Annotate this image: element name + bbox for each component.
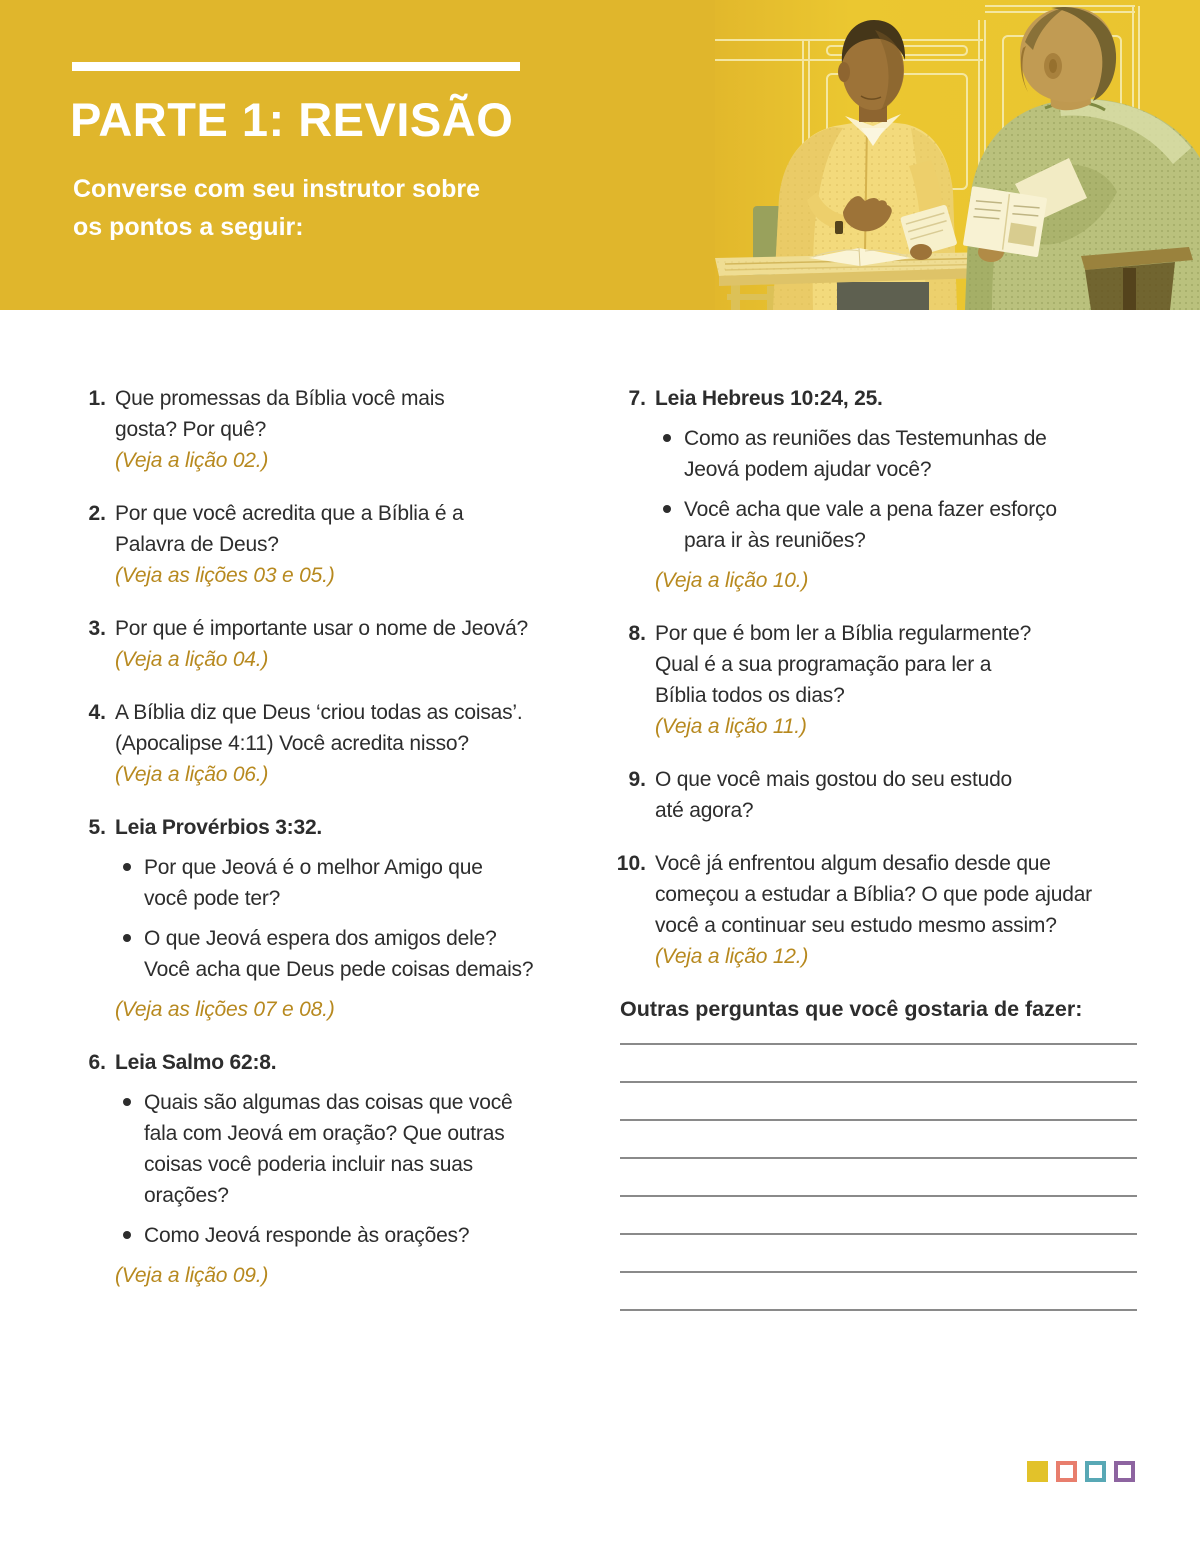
lesson-reference[interactable]: (Veja as lições 07 e 08.) [115, 998, 335, 1021]
bullet-text-line: coisas você poderia incluir nas suas [144, 1153, 473, 1176]
question-item-6 [72, 1047, 597, 1291]
bullet-text-line: O que Jeová espera dos amigos dele? [144, 927, 497, 950]
question-number: 10. [616, 852, 646, 875]
lesson-reference[interactable]: (Veja a lição 10.) [655, 569, 809, 592]
lesson-reference[interactable]: (Veja a lição 02.) [115, 449, 269, 472]
question-text-line: Qual é a sua programação para ler a [655, 653, 992, 676]
answer-line[interactable] [620, 1025, 1137, 1045]
question-text-line: Por que você acredita que a Bíblia é a [115, 502, 464, 525]
title-rule [72, 62, 520, 71]
questions-column-right [612, 383, 1142, 1311]
question-item-4 [72, 697, 597, 790]
subtitle-line-2: os pontos a seguir: [73, 213, 304, 241]
question-lead: Leia Hebreus 10:24, 25. [655, 387, 883, 410]
question-item-2 [72, 498, 597, 591]
question-text-line: O que você mais gostou do seu estudo [655, 768, 1013, 791]
question-item-1 [72, 383, 597, 476]
question-number: 1. [88, 387, 106, 410]
question-text-line: Por que é bom ler a Bíblia regularmente? [655, 622, 1032, 645]
question-number: 8. [628, 622, 646, 645]
bullet-item [115, 923, 533, 985]
bullet-item [115, 1087, 512, 1211]
bullet-text-line: orações? [144, 1184, 229, 1207]
header-band [0, 0, 1200, 310]
question-item-8 [612, 618, 1142, 742]
bullet-text-line: Como as reuniões das Testemunhas de [684, 427, 1047, 450]
bullet-text-line: Quais são algumas das coisas que você [144, 1091, 513, 1114]
bullet-text-line: Por que Jeová é o melhor Amigo que [144, 856, 483, 879]
jeans [837, 282, 929, 310]
other-questions-heading: Outras perguntas que você gostaria de fazer: [620, 997, 1083, 1021]
lesson-reference[interactable]: (Veja a lição 12.) [655, 945, 809, 968]
progress-square-2 [1056, 1461, 1077, 1482]
lesson-reference[interactable]: (Veja a lição 06.) [115, 763, 269, 786]
bullet-icon [123, 1098, 131, 1106]
bullet-item [115, 1220, 512, 1251]
bullet-text-line: para ir às reuniões? [684, 529, 866, 552]
question-number: 3. [88, 617, 106, 640]
question-text-line: até agora? [655, 799, 754, 822]
bullet-item [655, 494, 1057, 556]
question-text-line: A Bíblia diz que Deus ‘criou todas as coisas’. [115, 701, 523, 724]
question-item-10 [612, 848, 1142, 972]
bullet-item [655, 423, 1057, 485]
bullet-text-line: fala com Jeová em oração? Que outras [144, 1122, 505, 1145]
lesson-reference[interactable]: (Veja a lição 11.) [655, 715, 807, 738]
question-item-9 [612, 764, 1142, 826]
questions-column-left [72, 383, 597, 1313]
section-progress-indicator [1027, 1461, 1135, 1482]
bullet-text-line: Você acha que vale a pena fazer esforço [684, 498, 1057, 521]
bullet-text-line: você pode ter? [144, 887, 281, 910]
bullet-icon [663, 434, 671, 442]
question-number: 9. [628, 768, 646, 791]
progress-square-4 [1114, 1461, 1135, 1482]
page-subtitle [73, 170, 480, 246]
answer-line[interactable] [620, 1273, 1137, 1311]
lesson-reference[interactable]: (Veja as lições 03 e 05.) [115, 564, 335, 587]
question-number: 7. [628, 387, 646, 410]
question-item-3 [72, 613, 597, 675]
bible-study-illustration [715, 0, 1200, 310]
answer-line[interactable] [620, 1083, 1137, 1121]
subtitle-line-1: Converse com seu instrutor sobre [73, 175, 481, 203]
question-text-line: você a continuar seu estudo mesmo assim? [655, 914, 1057, 937]
answer-line[interactable] [620, 1235, 1137, 1273]
question-text-line: Você já enfrentou algum desafio desde que [655, 852, 1051, 875]
question-text-line: começou a estudar a Bíblia? O que pode ajudar [655, 883, 1092, 906]
bullet-icon [663, 505, 671, 513]
bullet-icon [123, 863, 131, 871]
question-number: 5. [88, 816, 106, 839]
question-lead: Leia Provérbios 3:32. [115, 816, 323, 839]
question-text-line: Que promessas da Bíblia você mais [115, 387, 445, 410]
question-item-5 [72, 812, 597, 1025]
question-text-line: Bíblia todos os dias? [655, 684, 845, 707]
answer-line[interactable] [620, 1045, 1137, 1083]
question-text-line: Por que é importante usar o nome de Jeová? [115, 617, 529, 640]
question-text-line: (Apocalipse 4:11) Você acredita nisso? [115, 732, 469, 755]
question-number: 6. [88, 1051, 106, 1074]
question-number: 4. [88, 701, 106, 724]
bullet-text-line: Como Jeová responde às orações? [144, 1224, 470, 1247]
lesson-reference[interactable]: (Veja a lição 09.) [115, 1264, 269, 1287]
bullet-text-line: Jeová podem ajudar você? [684, 458, 932, 481]
lesson-reference[interactable]: (Veja a lição 04.) [115, 648, 269, 671]
question-text-line: gosta? Por quê? [115, 418, 267, 441]
bullet-item [115, 852, 533, 914]
question-number: 2. [88, 502, 106, 525]
answer-lines [620, 1025, 1137, 1311]
question-text-line: Palavra de Deus? [115, 533, 279, 556]
bullet-icon [123, 934, 131, 942]
answer-line[interactable] [620, 1159, 1137, 1197]
answer-line[interactable] [620, 1197, 1137, 1235]
page-title: PARTE 1: REVISÃO [70, 93, 514, 146]
question-lead: Leia Salmo 62:8. [115, 1051, 277, 1074]
bullet-icon [123, 1231, 131, 1239]
progress-square-3 [1085, 1461, 1106, 1482]
bullet-text-line: Você acha que Deus pede coisas demais? [144, 958, 534, 981]
question-item-7 [612, 383, 1142, 596]
progress-square-current [1027, 1461, 1048, 1482]
answer-line[interactable] [620, 1121, 1137, 1159]
